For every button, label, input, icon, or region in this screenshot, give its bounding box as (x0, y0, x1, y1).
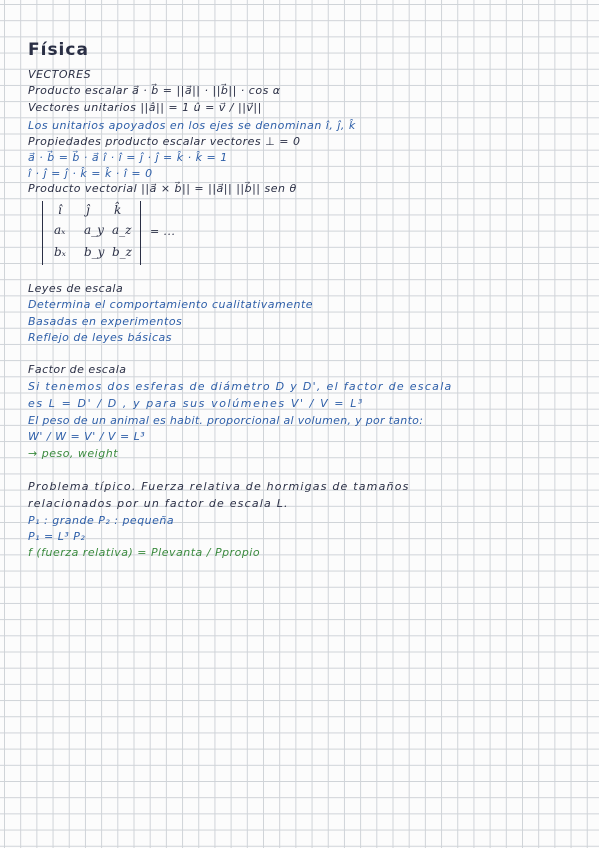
note-line: f (fuerza relativa) = Plevanta / Ppropio (28, 546, 261, 559)
note-line: Vectores unitarios ||â|| = 1 û = v⃗ / ||v⃗|| (28, 101, 262, 114)
page-title: Física (28, 40, 89, 60)
note-line: Determina el comportamiento cualitativamente (28, 298, 314, 311)
matrix-left-bar (42, 201, 43, 265)
matrix-rhs: = ... (150, 225, 176, 238)
matrix-cell: î (58, 203, 62, 217)
section-heading-leyes: Leyes de escala (28, 282, 124, 295)
matrix-cell: b_z (112, 245, 133, 259)
note-line: W' / W = V' / V = L³ (28, 430, 146, 443)
note-line: Basadas en experimentos (28, 315, 183, 328)
matrix-cell: b_y (84, 245, 105, 259)
matrix-cell: a_z (112, 223, 132, 237)
note-line: relacionados por un factor de escala L. (28, 497, 289, 510)
note-line: Producto escalar a⃗ · b⃗ = ||a⃗|| · ||b⃗|| · cos α (28, 84, 281, 97)
note-line: Si tenemos dos esferas de diámetro D y D', el factor de escala (28, 380, 453, 393)
matrix-right-bar (140, 201, 141, 265)
matrix-cell: ĵ (86, 203, 90, 217)
note-line: El peso de un animal es habit. proporcional al volumen, y por tanto: (28, 414, 424, 427)
note-line: Propiedades producto escalar vectores ⊥ = 0 (28, 135, 301, 148)
matrix-cell: aₓ (54, 223, 66, 237)
matrix-cell: bₓ (54, 245, 66, 259)
note-line: P₁ = L³ P₂ (28, 530, 86, 543)
note-line: P₁ : grande P₂ : pequeña (28, 514, 175, 527)
note-line: Producto vectorial ||a⃗ × b⃗|| = ||a⃗|| ||b⃗|| sen θ (28, 182, 297, 195)
matrix-cell: a_y (84, 223, 104, 237)
matrix-cell: k̂ (114, 203, 122, 217)
section-heading-factor: Factor de escala (28, 363, 127, 376)
note-line: es L = D' / D , y para sus volúmenes V' / V = L³ (28, 397, 364, 410)
note-line: → peso, weight (28, 447, 119, 460)
note-line: Reflejo de leyes básicas (28, 331, 172, 344)
determinant-matrix (42, 201, 150, 265)
note-line: a⃗ · b⃗ = b⃗ · a⃗ î · î = ĵ · ĵ = k̂ · k̂ = 1 (28, 151, 228, 164)
section-heading-vectores: VECTORES (28, 68, 92, 81)
note-line: Problema típico. Fuerza relativa de hormigas de tamaños (28, 480, 410, 493)
note-line: î · ĵ = ĵ · k̂ = k̂ · î = 0 (28, 167, 153, 180)
note-line: Los unitarios apoyados en los ejes se denominan î, ĵ, k̂ (28, 119, 356, 132)
